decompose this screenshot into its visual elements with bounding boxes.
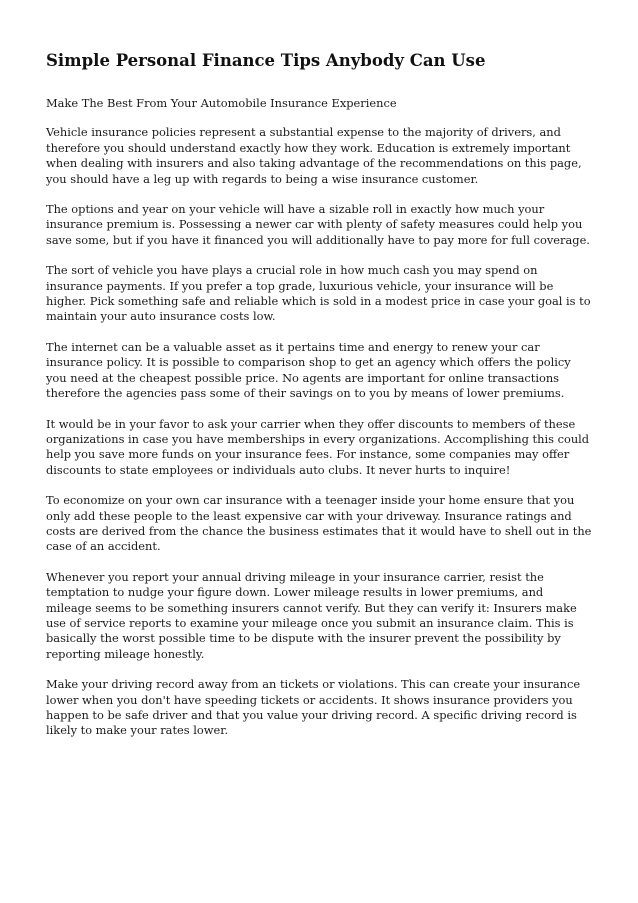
document-title: Simple Personal Finance Tips Anybody Can Use — [46, 51, 486, 70]
paragraph-7: Whenever you report your annual driving mileage in your insurance carrier, resist the temptation to nudge your figure down. Lower mileage results in lower premiums, and mileage seems to be something insurers cannot verify. But they can verify it: Insurers make use of service reports to examine your mileage once you submit an insurance claim. This is basically the worst possible time to be dispute with the insurer prevent the possibility by reporting mileage honestly. — [46, 569, 577, 661]
paragraph-8: Make your driving record away from an tickets or violations. This can create your insurance lower when you don't have speeding tickets or accidents. It shows insurance providers you happen to be safe driver and that you value your driving record. A specific driving record is likely to make your rates lower. — [46, 677, 581, 738]
paragraph-6: To economize on your own car insurance with a teenager inside your home ensure that you only add these people to the least expensive car with your driveway. Insurance ratings and costs are derived from the chance the business estimates that it would have to shell out in the case of an accident. — [46, 493, 592, 554]
paragraph-5: It would be in your favor to ask your carrier when they offer discounts to members of these organizations in case you have memberships in every organizations. Accomplishing this could help you save more funds on your insurance fees. For instance, some companies may offer discounts to state employees or individuals auto clubs. It never hurts to inquire! — [46, 416, 590, 477]
paragraph-2: The options and year on your vehicle will have a sizable roll in exactly how much your insurance premium is. Possessing a newer car with plenty of safety measures could help you save some, but if you have it financed you will additionally have to pay more for full coverage. — [46, 202, 590, 247]
document-page — [46, 50, 592, 754]
paragraph-3: The sort of vehicle you have plays a crucial role in how much cash you may spend on insurance payments. If you prefer a top grade, luxurious vehicle, your insurance will be higher. Pick something safe and reliable which is sold in a modest price in case your goal is to maintain your auto insurance costs low. — [46, 263, 591, 324]
paragraph-1: Vehicle insurance policies represent a substantial expense to the majority of drivers, and therefore you should understand exactly how they work. Education is extremely important when dealing with insurers and also taking advantage of the recommendations on this page, you should have a leg up with regards to being a wise insurance customer. — [46, 125, 582, 186]
document-subtitle: Make The Best From Your Automobile Insurance Experience — [46, 96, 397, 110]
paragraph-4: The internet can be a valuable asset as it pertains time and energy to renew your car insurance policy. It is possible to comparison shop to get an agency which offers the policy you need at the cheapest possible price. No agents are important for online transactions therefore the agencies pass some of their savings on to you by means of lower premiums. — [46, 339, 571, 401]
